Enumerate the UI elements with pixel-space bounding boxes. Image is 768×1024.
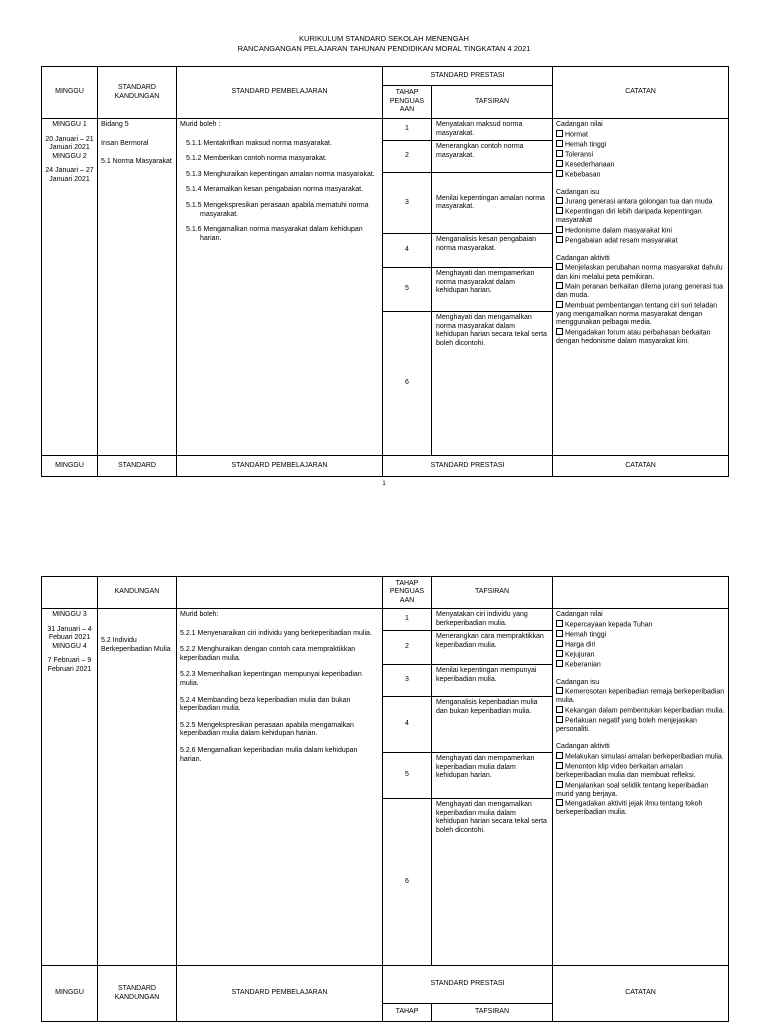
header-tahap: TAHAP (383, 1004, 432, 1022)
header-tahap: TAHAP PENGUAS AAN (383, 577, 432, 609)
nilai-item: Kesederhanaan (556, 160, 725, 170)
aktiviti-item: Mengadakan aktiviti jejak ilmu tentang tokoh berkeperibadian mulia. (556, 800, 703, 817)
isu-item: Hedonisme dalam masyarakat kini (556, 226, 725, 236)
header-tafsiran: TAFSIRAN (432, 1004, 553, 1022)
pembelajaran-intro: Murid boleh : (180, 121, 221, 128)
minggu-cell (42, 119, 98, 456)
isu-item: Kepentingan diri lebih daripada kepentingan masyarakat (556, 208, 702, 225)
tafsiran-text: Menilai kepentingan amalan norma masyarakat. (432, 173, 553, 234)
sp-item: 5.1.1 Mentakrifkan maksud norma masyarakat. (186, 139, 332, 147)
minggu-date: 31 Januari – 4 Febuari 2021 (47, 625, 92, 642)
nilai-title: Cadangan nilai (556, 611, 603, 618)
minggu-label: MINGGU 2 (52, 152, 87, 160)
isu-list (556, 687, 725, 734)
aktiviti-item: Main peranan berkaitan dilema jurang generasi tua dan muda. (556, 283, 723, 300)
nilai-item: Harga diri (556, 640, 725, 650)
nilai-item: Hormat (556, 130, 725, 140)
header-minggu: MINGGU (42, 966, 98, 1022)
header-standard-kandungan: STANDARD KANDUNGAN (98, 966, 177, 1022)
tafsiran-text: Menghayati dan mempamerkan keperibadian mulia dalam kehidupan harian. (432, 753, 553, 799)
rpt-table-week3-4 (41, 576, 729, 1022)
isu-item: Kemerosotan keperibadian remaja berkeperibadian mulia. (556, 688, 725, 705)
nilai-list (556, 130, 725, 180)
sp-item: 5.2.5 Mengekspresikan perasaan apabila mengamalkan keperibadian mulia dalam kehidupan harian. (180, 721, 354, 738)
footer-minggu: MINGGU (42, 456, 98, 477)
footer-catatan: CATATAN (553, 456, 729, 477)
header-standard-prestasi: STANDARD PRESTASI (383, 966, 553, 1004)
tahap-number: 1 (383, 609, 432, 631)
catatan-cell (553, 609, 729, 966)
tafsiran-text: Menerangkan cara mempraktikkan keperibadian mulia. (432, 631, 553, 665)
aktiviti-list (556, 263, 725, 346)
footer-standard: STANDARD (98, 456, 177, 477)
tafsiran-text: Menghayati dan mempamerkan norma masyarakat dalam kehidupan harian. (432, 268, 553, 312)
sp-item: 5.2.4 Membanding beza keperibadian mulia dan bukan keperibadian mulia. (180, 696, 351, 713)
header-kandungan: KANDUNGAN (98, 577, 177, 609)
pembelajaran-intro: Murid boleh: (180, 611, 219, 618)
tafsiran-text: Menyatakan ciri individu yang berkeperibadian mulia. (432, 609, 553, 631)
sp-item: 5.1.3 Menghuraikan kepentingan amalan norma masyarakat. (186, 170, 375, 178)
header-tafsiran: TAFSIRAN (432, 86, 553, 119)
isu-list (556, 197, 725, 246)
document-subtitle: RANCANGANGAN PELAJARAN TAHUNAN PENDIDIKAN MORAL TINGKATAN 4 2021 (237, 44, 531, 53)
header-standard-pembelajaran: STANDARD PEMBELAJARAN (177, 67, 383, 119)
isu-item: Kekangan dalam pembentukan keperibadian mulia. (556, 706, 725, 716)
minggu-label: MINGGU 3 (52, 611, 87, 618)
nilai-item: Kebebasan (556, 170, 725, 180)
nilai-item: Hemah tinggi (556, 630, 725, 640)
topik-label: 5.2 Individu Berkeperibadian Mulia (101, 637, 171, 653)
tahap-number: 3 (383, 665, 432, 697)
aktiviti-item: Menjelaskan perubahan norma masyarakat dahulu dan kini melalui peta pemikiran. (556, 264, 723, 281)
catatan-cell (553, 119, 729, 456)
tahap-number: 1 (383, 119, 432, 141)
isu-item: Jurang generasi antara golongan tua dan muda (556, 197, 725, 207)
sp-item: 5.2.3 Memerihalkan kepentingan mempunyai keperibadian mulia. (180, 671, 362, 687)
aktiviti-item: Menjalankan soal selidik tentang keperibadian murid yang berjaya. (556, 782, 709, 798)
header-minggu-blank (42, 577, 98, 609)
nilai-item: Kejujuran (556, 650, 725, 660)
isu-title: Cadangan isu (556, 188, 600, 196)
tema-label: Insan Bermoral (101, 139, 149, 147)
tafsiran-text: Menyatakan maksud norma masyarakat. (432, 119, 553, 141)
nilai-title: Cadangan nilai (556, 121, 603, 128)
nilai-item: Toleransi (556, 150, 725, 160)
tahap-number: 2 (383, 631, 432, 665)
minggu-label: MINGGU 4 (52, 642, 87, 650)
kandungan-cell (98, 609, 177, 966)
tafsiran-text: Menghayati dan mengamalkan norma masyarakat dalam kehidupan harian secara tekal serta boleh dicontohi. (432, 312, 553, 456)
tahap-number: 5 (383, 268, 432, 312)
tahap-number: 6 (383, 312, 432, 456)
tafsiran-text: Menganalisis kesan pengabaian norma masyarakat. (432, 234, 553, 268)
header-catatan-blank (553, 577, 729, 609)
sp-item: 5.1.4 Meramalkan kesan pengabaian norma masyarakat. (186, 186, 364, 194)
isu-item: Perlakuan negatif yang boleh menjejaskan personaliti. (556, 717, 697, 734)
aktiviti-item: Melakukan simulasi amalan berkeperibadian mulia. (556, 752, 725, 762)
sp-item: 5.2.1 Menyenaraikan ciri individu yang berkeperibadian mulia. (180, 629, 372, 637)
page-number: 1 (382, 481, 386, 487)
header-tahap: TAHAP PENGUAS AAN (383, 86, 432, 119)
aktiviti-item: Membuat pembentangan tentang ciri suri teladan yang mengamalkan norma masyarakat dengan menggunakan pelbagai media. (556, 302, 718, 327)
tahap-number: 3 (383, 173, 432, 234)
header-minggu: MINGGU (42, 67, 98, 119)
header-standard-kandungan: STANDARD KANDUNGAN (98, 67, 177, 119)
nilai-item: Hemah tinggi (556, 140, 725, 150)
isu-item: Pengabaian adat resam masyarakat (556, 236, 725, 246)
footer-standard-prestasi: STANDARD PRESTASI (383, 456, 553, 477)
nilai-item: Keberanian (556, 660, 725, 670)
header-standard-prestasi: STANDARD PRESTASI (383, 67, 553, 86)
minggu-label: MINGGU 1 (52, 121, 87, 128)
minggu-cell (42, 609, 98, 966)
tafsiran-text: Menghayati dan mengamalkan keperibadian mulia dalam kehidupan harian secara tekal serta boleh dicontohi. (432, 799, 553, 966)
minggu-date: 24 Januari – 27 Januari 2021 (45, 167, 94, 183)
nilai-item: Kepercayaan kepada Tuhan (556, 620, 725, 630)
document-title: KURIKULUM STANDARD SEKOLAH MENENGAH (299, 34, 469, 43)
pembelajaran-cell (177, 119, 383, 456)
bidang-label: Bidang 5 (101, 121, 129, 128)
header-pembelajaran-blank (177, 577, 383, 609)
header-standard-pembelajaran: STANDARD PEMBELAJARAN (177, 966, 383, 1022)
isu-title: Cadangan isu (556, 678, 600, 686)
aktiviti-list (556, 752, 725, 818)
sp-item: 5.1.2 Memberikan contoh norma masyarakat. (186, 155, 327, 163)
aktiviti-title: Cadangan aktiviti (556, 743, 610, 751)
aktiviti-item: Mengadakan forum atau perbahasan berkaitan dengan hedonisme dalam masyarakat kini. (556, 329, 711, 346)
minggu-date: 7 Februari – 9 Februari 2021 (47, 657, 92, 673)
aktiviti-item: Menonton klip video berkaitan amalan berkeperibadian mulia dan membuat refleksi. (556, 763, 696, 780)
tahap-number: 6 (383, 799, 432, 966)
tahap-number: 2 (383, 141, 432, 173)
sp-item: 5.1.6 Mengamalkan norma masyarakat dalam kehidupan harian. (186, 226, 363, 242)
header-catatan: CATATAN (553, 966, 729, 1022)
sp-item: 5.2.6 Mengamalkan keperibadian mulia dalam kehidupan harian. (180, 746, 358, 763)
tafsiran-text: Menilai kepentingan mempunyai keperibadian mulia. (432, 665, 553, 697)
aktiviti-title: Cadangan aktiviti (556, 254, 610, 262)
sp-item: 5.2.2 Menghuraikan dengan contoh cara mempraktikkan keperibadian mulia. (180, 646, 356, 662)
rpt-table-week1-2 (41, 66, 729, 477)
header-catatan: CATATAN (553, 67, 729, 119)
header-tafsiran: TAFSIRAN (432, 577, 553, 609)
tahap-number: 5 (383, 753, 432, 799)
pembelajaran-cell (177, 609, 383, 966)
kandungan-cell (98, 119, 177, 456)
tafsiran-text: Menerangkan contoh norma masyarakat. (432, 141, 553, 173)
nilai-list (556, 620, 725, 670)
tafsiran-text: Menganalisis keperibadian mulia dan bukan keperibadian mulia. (432, 697, 553, 753)
sp-item: 5.1.5 Mengekspresikan perasaan apabila mematuhi norma masyarakat. (186, 201, 369, 218)
footer-standard-pembelajaran: STANDARD PEMBELAJARAN (177, 456, 383, 477)
tahap-number: 4 (383, 697, 432, 753)
topik-label: 5.1 Norma Masyarakat (101, 158, 172, 166)
tahap-number: 4 (383, 234, 432, 268)
minggu-date: 20 Januari – 21 Januari 2021 (45, 135, 94, 152)
